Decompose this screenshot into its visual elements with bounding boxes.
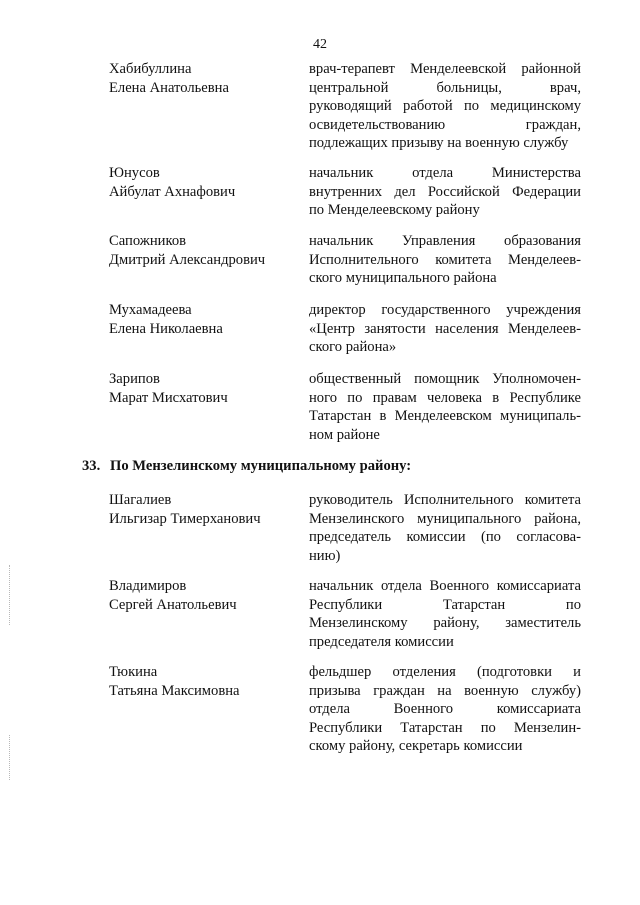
member-given-names: Сергей Анатольевич (109, 596, 237, 613)
role-line: председателя комиссии (309, 633, 454, 650)
role-line: Мензелинскому району, заместитель (309, 615, 581, 631)
role-line: председатель комиссии (по согласова- (309, 529, 581, 545)
member-role (309, 232, 581, 288)
member-role (309, 663, 581, 756)
margin-scan-dots (9, 565, 12, 625)
role-line: подлежащих призыву на военную службу (309, 135, 569, 151)
member-name (109, 164, 299, 201)
role-line: нию) (309, 547, 341, 564)
member-role (309, 577, 581, 651)
role-line: ном районе (309, 426, 380, 443)
role-line: общественный помощник Уполномочен- (309, 371, 581, 387)
member-surname: Тюкина (109, 664, 158, 680)
role-line: Мензелинского муниципального района, (309, 510, 581, 527)
margin-scan-dots (9, 735, 12, 780)
role-line: по Менделеевскому району (309, 202, 480, 218)
role-line: Республики Татарстан по (309, 596, 581, 613)
role-line: призыва граждан на военную службу) (309, 682, 581, 699)
member-surname: Зарипов (109, 371, 160, 387)
member-given-names: Айбулат Ахнафович (109, 183, 236, 200)
role-line: скому району, секретарь комиссии (309, 738, 523, 754)
member-given-names: Дмитрий Александрович (109, 251, 266, 268)
member-name (109, 60, 299, 97)
member-role (309, 301, 581, 357)
role-line: Татарстан в Менделеевском муниципаль- (309, 408, 581, 424)
role-line: отдела Военного комиссариата (309, 701, 581, 717)
member-name (109, 663, 299, 700)
role-line: директор государственного учреждения (309, 302, 581, 318)
member-name (109, 491, 299, 528)
role-line: фельдшер отделения (подготовки и (309, 664, 581, 680)
role-line: начальник отдела Министерства (309, 165, 581, 181)
member-surname: Хабибуллина (109, 61, 192, 77)
role-line: ного по правам человека в Республике (309, 389, 581, 406)
role-line: «Центр занятости населения Менделеев- (309, 320, 581, 337)
role-line: начальник отдела Военного комиссариата (309, 578, 581, 594)
member-role (309, 164, 581, 220)
role-line: ского муниципального района (309, 270, 497, 286)
role-line: врач-терапевт Менделеевской районной (309, 61, 581, 77)
member-name (109, 301, 299, 338)
role-line: центральной больницы, врач, (309, 79, 581, 96)
member-given-names: Елена Анатольевна (109, 79, 229, 96)
member-surname: Мухамадеева (109, 302, 192, 318)
member-given-names: Елена Николаевна (109, 320, 223, 337)
role-line: Исполнительного комитета Менделеев- (309, 251, 581, 268)
role-line: руководитель Исполнительного комитета (309, 492, 581, 508)
member-given-names: Марат Мисхатович (109, 389, 228, 406)
member-surname: Сапожников (109, 233, 187, 249)
member-surname: Шагалиев (109, 492, 172, 508)
role-line: освидетельствованию граждан, (309, 116, 581, 133)
role-line: ского района» (309, 339, 397, 355)
role-line: руководящий работой по медицинскому (309, 98, 581, 114)
member-given-names: Татьяна Максимовна (109, 682, 240, 699)
member-surname: Владимиров (109, 578, 187, 594)
member-role (309, 370, 581, 444)
section-number: 33. (82, 458, 101, 474)
member-name (109, 370, 299, 407)
role-line: начальник Управления образования (309, 233, 581, 249)
role-line: внутренних дел Российской Федерации (309, 183, 581, 200)
section-title: По Мензелинскому муниципальному району: (110, 458, 412, 474)
role-line: Республики Татарстан по Мензелин- (309, 719, 581, 736)
member-role (309, 491, 581, 565)
page-number: 42 (313, 37, 327, 52)
member-name (109, 577, 299, 614)
member-surname: Юнусов (109, 165, 160, 181)
member-given-names: Ильгизар Тимерханович (109, 510, 261, 527)
member-role (309, 60, 581, 153)
member-name (109, 232, 299, 269)
section-heading (82, 457, 411, 476)
